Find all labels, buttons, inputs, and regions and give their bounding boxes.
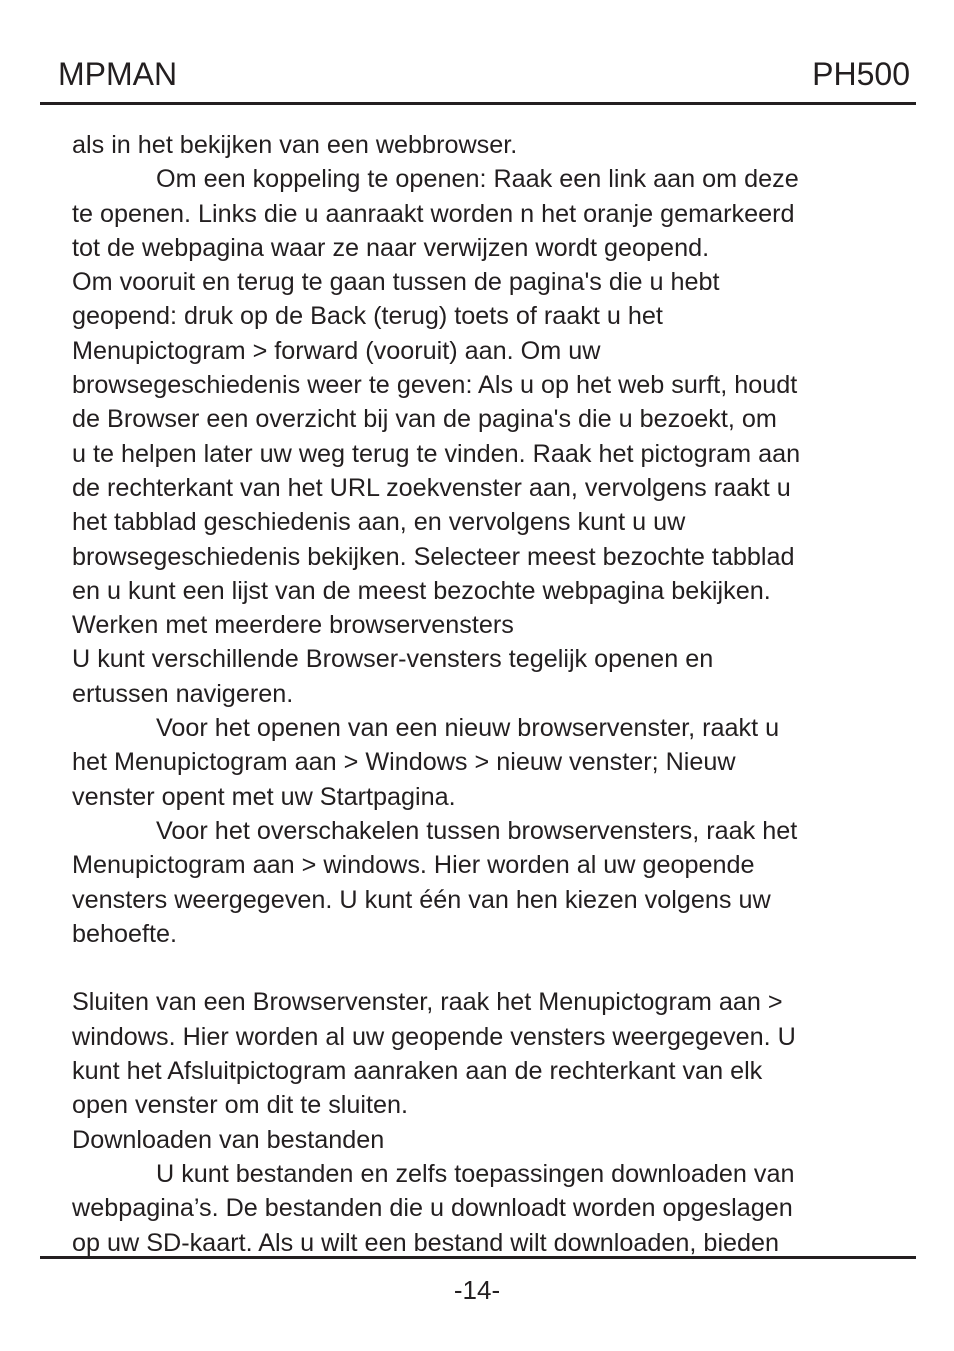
text-line: op uw SD-kaart. Als u wilt een bestand wilt downloaden, bieden [72, 1228, 780, 1257]
text-line: de rechterkant van het URL zoekvenster aan, vervolgens raakt u [72, 473, 791, 502]
text-line: te openen. Links die u aanraakt worden n het oranje gemarkeerd [72, 199, 795, 228]
text-line: windows. Hier worden al uw geopende vensters weergegeven. U [72, 1022, 796, 1051]
text-line: de Browser een overzicht bij van de pagina's die u bezoekt, om [72, 405, 777, 434]
text-line: Om vooruit en terug te gaan tussen de pagina's die u hebt [72, 268, 720, 297]
text-line: kunt het Afsluitpictogram aanraken aan de rechterkant van elk [72, 1057, 763, 1086]
text-line: vensters weergegeven. U kunt één van hen kiezen volgens uw [72, 885, 771, 914]
text-line: venster opent met uw Startpagina. [72, 782, 456, 811]
model-name: PH500 [812, 56, 910, 92]
text-line: U kunt verschillende Browser-vensters tegelijk openen en [72, 645, 714, 674]
text-line: en u kunt een lijst van de meest bezochte webpagina bekijken. [72, 576, 771, 605]
text-line: Menupictogram > forward (vooruit) aan. Om uw [72, 336, 601, 365]
text-line: als in het bekijken van een webbrowser. [72, 131, 518, 159]
footer-divider [40, 1256, 916, 1259]
brand-name: MPMAN [58, 56, 178, 92]
text-line: Menupictogram aan > windows. Hier worden al uw geopende [72, 851, 755, 880]
text-line: Om een koppeling te openen: Raak een link aan om deze [156, 165, 799, 194]
blank-line [72, 951, 892, 985]
text-line: Voor het overschakelen tussen browservensters, raak het [156, 816, 798, 845]
body-text [72, 128, 892, 1260]
page-number: -14- [453, 1275, 501, 1305]
text-line: behoefte. [72, 919, 178, 948]
text-line: Downloaden van bestanden [72, 1125, 385, 1154]
page-header [40, 54, 916, 105]
text-line: Sluiten van een Browservenster, raak het Menupictogram aan > [72, 988, 783, 1017]
text-line: browsegeschiedenis weer te geven: Als u op het web surft, houdt [72, 371, 798, 400]
text-line: Voor het openen van een nieuw browservenster, raakt u [156, 714, 780, 743]
text-line: webpagina’s. De bestanden die u downloadt worden opgeslagen [72, 1194, 793, 1223]
text-line: Werken met meerdere browservensters [72, 611, 514, 640]
text-line: geopend: druk op de Back (terug) toets of raakt u het [72, 302, 663, 331]
text-line: het Menupictogram aan > Windows > nieuw venster; Nieuw [72, 748, 736, 777]
text-line: open venster om dit te sluiten. [72, 1091, 409, 1120]
text-line: tot de webpagina waar ze naar verwijzen wordt geopend. [72, 233, 710, 262]
text-line: U kunt bestanden en zelfs toepassingen downloaden van [156, 1159, 795, 1188]
text-line: browsegeschiedenis bekijken. Selecteer meest bezochte tabblad [72, 542, 795, 571]
text-line: u te helpen later uw weg terug te vinden. Raak het pictogram aan [72, 439, 801, 468]
text-line: het tabblad geschiedenis aan, en vervolgens kunt u uw [72, 508, 686, 537]
text-line: ertussen navigeren. [72, 679, 294, 708]
